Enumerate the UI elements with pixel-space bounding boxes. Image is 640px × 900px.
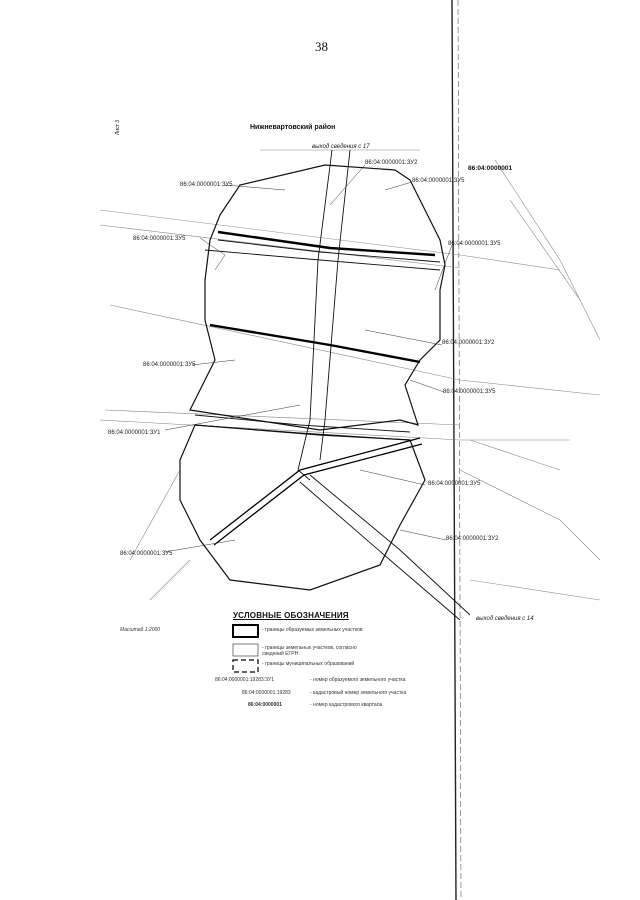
municipal-border-line [458, 0, 461, 900]
parcel-label: 86:04:0000001:ЗУ5 [412, 178, 465, 184]
legend-title: УСЛОВНЫЕ ОБОЗНАЧЕНИЯ [233, 611, 349, 620]
terrain-lines [100, 150, 600, 600]
legend-item-egrn: - границы земельных участков, согласно сведений ЕГРН [262, 645, 357, 657]
district-title: Нижневартовский район [250, 124, 336, 131]
sheet-border-line [452, 0, 456, 900]
legend-code: 86:04:0000001 [248, 702, 282, 708]
parcel-label: 86:04:0000001:ЗУ5 [143, 362, 196, 368]
legend-code-desc: - номер образуемого земельного участка [310, 677, 406, 683]
legend-symbol-municipal [233, 660, 258, 672]
map-scale: Масштаб 1:2000 [120, 627, 161, 633]
parcel-label: 86:04:0000001:ЗУ2 [365, 160, 418, 166]
parcel-label: 86:04:0000001:ЗУ5 [180, 182, 233, 188]
legend-code-desc: - кадастровый номер земельного участка [310, 690, 407, 696]
parcel-label: 86:04:0000001:ЗУ5 [448, 241, 501, 247]
legend-symbol-formed [233, 625, 258, 637]
road-label-top: выход сведения с 17 [312, 144, 370, 150]
legend-code: 86:04:0000001:19283:ЗУ1 [215, 677, 274, 683]
legend-item-municipal: - границы муниципальных образований [262, 661, 355, 667]
road-corridor [195, 150, 470, 620]
page-number: 38 [315, 39, 328, 54]
legend-code-desc: - номер кадастрового квартала [310, 702, 383, 708]
parcel-label: 86:04:0000001:ЗУ5 [120, 551, 173, 557]
parcel-label: 86:04:0000001:ЗУ1 [108, 430, 161, 436]
parcel-label: 86:04:0000001:ЗУ5 [133, 236, 186, 242]
parcel-label: 86:04:0000001:ЗУ5 [428, 481, 481, 487]
parcel-label: 86:04:0000001:ЗУ2 [442, 340, 495, 346]
diagonal-line [210, 438, 422, 545]
legend-item-formed: - границы образуемых земельных участков [262, 627, 363, 633]
legend-code: 86:04:0000001:19283 [242, 690, 291, 696]
road-label-bottom: выход сведения с 14 [476, 616, 534, 622]
margin-mark: Лист 3 [115, 119, 121, 135]
parcel-label: 86:04:0000001:ЗУ5 [443, 389, 496, 395]
parcel-label: 86:04:0000001:ЗУ2 [446, 536, 499, 542]
block-number-label: 86:04:0000001 [468, 165, 513, 172]
legend-symbol-egrn [233, 644, 258, 656]
leader-lines [165, 165, 452, 552]
